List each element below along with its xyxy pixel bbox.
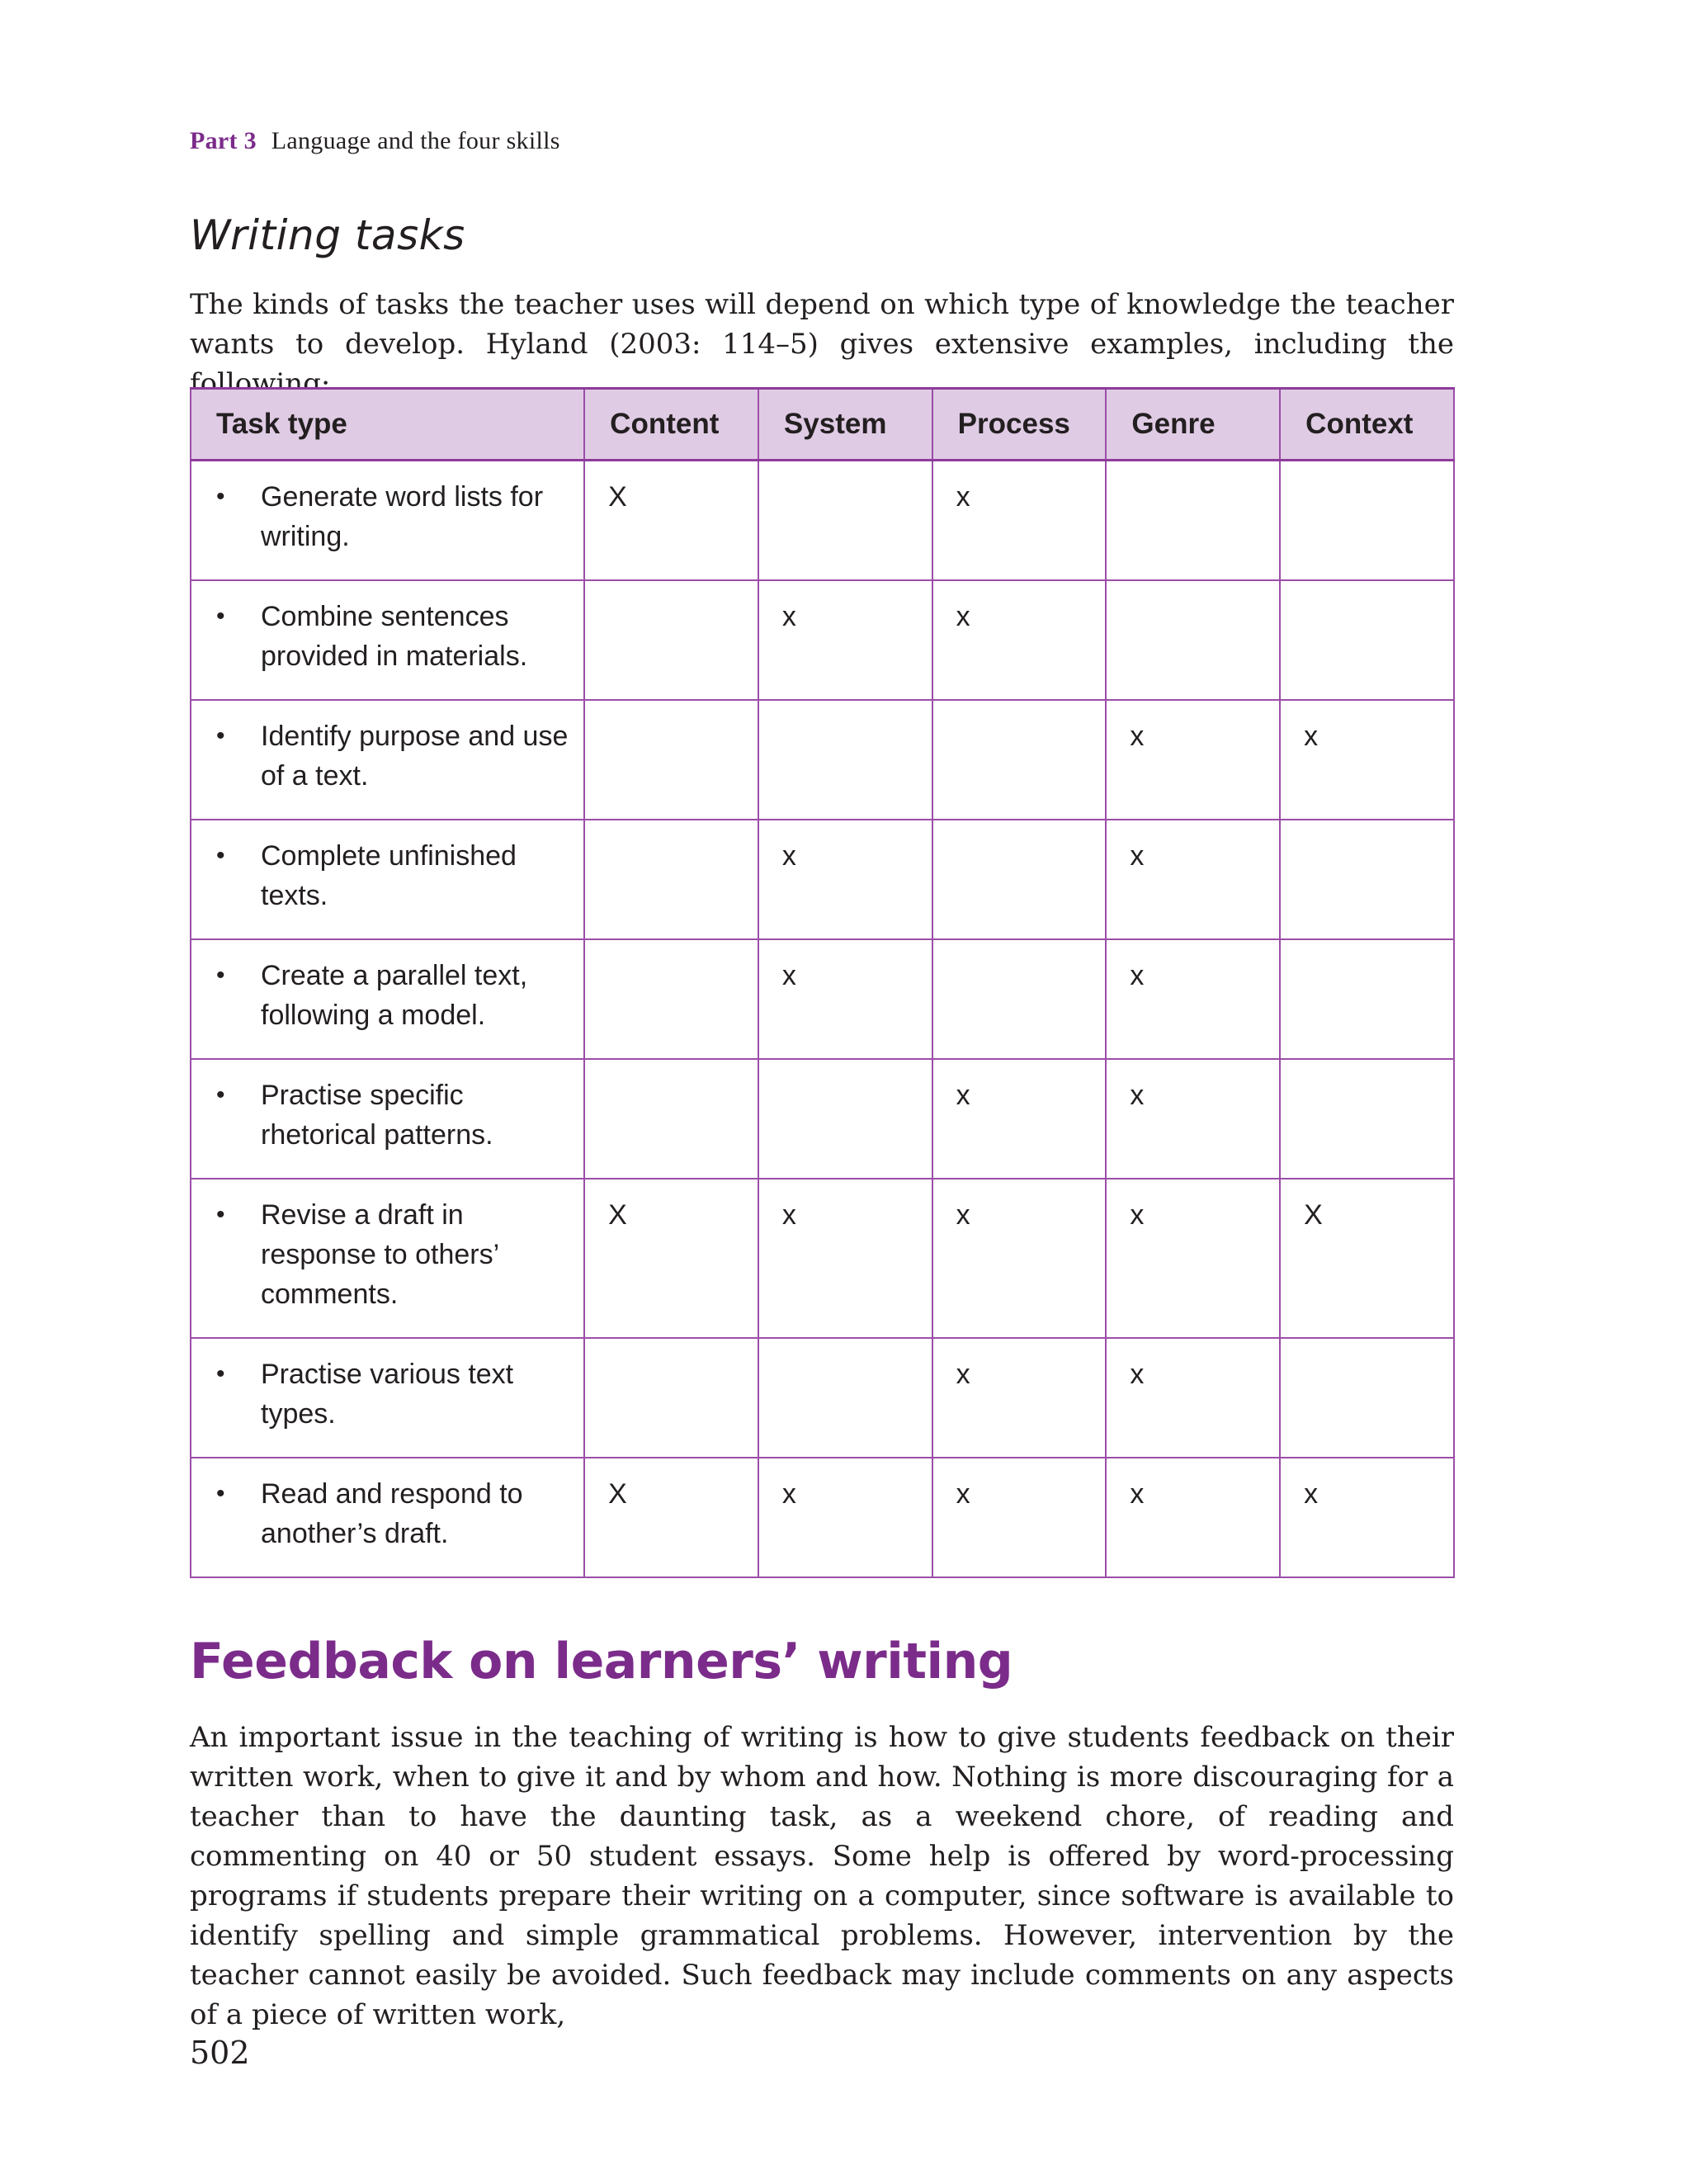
mark-cell-content <box>584 1338 758 1458</box>
mark-cell-content <box>584 939 758 1059</box>
table-row <box>191 939 1454 1059</box>
mark-cell-context <box>1280 1338 1454 1458</box>
mark-cell-process <box>932 700 1107 820</box>
mark-cell-system <box>758 700 932 820</box>
mark-cell-content <box>584 820 758 939</box>
mark-cell-genre <box>1106 1458 1280 1577</box>
task-cell <box>191 820 584 939</box>
page-number: 502 <box>190 2035 250 2071</box>
mark-cell-system <box>758 1179 932 1338</box>
mark-cell-content <box>584 461 758 580</box>
check-mark: x <box>956 1079 970 1111</box>
running-head-title: Language and the four skills <box>271 127 560 154</box>
check-mark: x <box>781 1477 796 1510</box>
mark-cell-system <box>758 1338 932 1458</box>
header-system: System <box>758 389 932 461</box>
mark-cell-genre <box>1106 1179 1280 1338</box>
bullet-marker: • <box>216 1200 225 1228</box>
check-mark: x <box>781 600 796 632</box>
check-mark: X <box>608 1198 627 1231</box>
task-label: Practise specific rhetorical patterns. <box>261 1079 493 1151</box>
task-label: Create a parallel text, following a model. <box>261 959 528 1031</box>
bullet-marker: • <box>216 1080 225 1109</box>
bullet-marker: • <box>216 1479 225 1507</box>
check-mark: x <box>1130 839 1145 872</box>
task-cell <box>191 461 584 580</box>
table-row <box>191 461 1454 580</box>
check-mark: X <box>608 1477 627 1510</box>
mark-cell-context <box>1280 461 1454 580</box>
mark-cell-context <box>1280 580 1454 700</box>
mark-cell-content <box>584 580 758 700</box>
task-table <box>190 387 1455 1578</box>
mark-cell-system <box>758 461 932 580</box>
check-mark: x <box>956 481 970 513</box>
section-title: Writing tasks <box>190 211 465 259</box>
check-mark: x <box>781 839 796 872</box>
task-label: Revise a draft in response to others’ comments. <box>261 1198 498 1310</box>
table-row <box>191 1059 1454 1179</box>
feedback-paragraph: An important issue in the teaching of writing is how to give students feedback on their written work, when to give it and by whom and how. Nothing is more discouraging for a teacher than to have the daunting task, as a weekend chore, of reading and commenting on 40 or 50 student essays. Some help is offered by word-processing programs if students prepare their writing on a computer, since software is available to identify spelling and simple grammatical problems. However, intervention by the teacher cannot easily be avoided. Such feedback may include comments on any aspects of a piece of written work, <box>190 1721 1454 2031</box>
task-label: Generate word lists for writing. <box>261 481 544 552</box>
mark-cell-genre <box>1106 939 1280 1059</box>
mark-cell-content <box>584 1179 758 1338</box>
mark-cell-process <box>932 820 1107 939</box>
task-cell <box>191 1059 584 1179</box>
table-row <box>191 1458 1454 1577</box>
check-mark: X <box>1304 1198 1323 1231</box>
intro-paragraph: The kinds of tasks the teacher uses will depend on which type of knowledge the teacher wants to develop. Hyland (2003: 114–5) gives extensive examples, including the following: <box>190 288 1454 400</box>
check-mark: x <box>956 1198 970 1231</box>
task-cell <box>191 700 584 820</box>
check-mark: x <box>1130 1358 1145 1390</box>
check-mark: x <box>781 959 796 991</box>
bullet-marker: • <box>216 961 225 989</box>
mark-cell-process <box>932 461 1107 580</box>
mark-cell-context <box>1280 820 1454 939</box>
mark-cell-process <box>932 1458 1107 1577</box>
running-head <box>190 127 560 155</box>
task-cell <box>191 939 584 1059</box>
bullet-marker: • <box>216 841 225 869</box>
bullet-marker: • <box>216 483 225 510</box>
mark-cell-genre <box>1106 580 1280 700</box>
mark-cell-process <box>932 1179 1107 1338</box>
mark-cell-context <box>1280 1179 1454 1338</box>
mark-cell-context <box>1280 1458 1454 1577</box>
check-mark: x <box>1130 1079 1145 1111</box>
header-context: Context <box>1280 389 1454 461</box>
task-label: Practise various text types. <box>261 1358 514 1430</box>
table-header-row <box>191 389 1454 461</box>
task-cell <box>191 1179 584 1338</box>
table-row <box>191 580 1454 700</box>
check-mark: X <box>608 481 627 513</box>
check-mark: x <box>781 1198 796 1231</box>
header-content: Content <box>584 389 758 461</box>
table-row <box>191 700 1454 820</box>
mark-cell-genre <box>1106 461 1280 580</box>
mark-cell-context <box>1280 700 1454 820</box>
task-cell <box>191 1458 584 1577</box>
check-mark: x <box>1130 1198 1145 1231</box>
mark-cell-process <box>932 1338 1107 1458</box>
header-process: Process <box>932 389 1107 461</box>
table-row <box>191 1338 1454 1458</box>
task-label: Read and respond to another’s draft. <box>261 1477 523 1549</box>
running-head-part: Part 3 <box>190 127 257 154</box>
mark-cell-context <box>1280 1059 1454 1179</box>
mark-cell-process <box>932 1059 1107 1179</box>
task-cell <box>191 1338 584 1458</box>
mark-cell-genre <box>1106 1059 1280 1179</box>
mark-cell-system <box>758 580 932 700</box>
header-genre: Genre <box>1106 389 1280 461</box>
bullet-marker: • <box>216 1359 225 1387</box>
mark-cell-genre <box>1106 700 1280 820</box>
check-mark: x <box>956 600 970 632</box>
check-mark: x <box>1304 1477 1319 1510</box>
table-row <box>191 820 1454 939</box>
mark-cell-content <box>584 700 758 820</box>
mark-cell-genre <box>1106 820 1280 939</box>
mark-cell-genre <box>1106 1338 1280 1458</box>
check-mark: x <box>1130 720 1145 752</box>
task-cell <box>191 580 584 700</box>
feedback-heading: Feedback on learners’ writing <box>190 1633 1013 1690</box>
mark-cell-content <box>584 1059 758 1179</box>
mark-cell-context <box>1280 939 1454 1059</box>
task-label: Identify purpose and use of a text. <box>261 720 569 792</box>
mark-cell-system <box>758 939 932 1059</box>
mark-cell-system <box>758 1458 932 1577</box>
check-mark: x <box>1130 1477 1145 1510</box>
mark-cell-system <box>758 820 932 939</box>
mark-cell-content <box>584 1458 758 1577</box>
task-label: Complete unfinished texts. <box>261 839 517 911</box>
header-task-type: Task type <box>191 389 584 461</box>
bullet-marker: • <box>216 721 225 749</box>
check-mark: x <box>956 1358 970 1390</box>
table-row <box>191 1179 1454 1338</box>
mark-cell-process <box>932 580 1107 700</box>
check-mark: x <box>956 1477 970 1510</box>
task-label: Combine sentences provided in materials. <box>261 600 528 672</box>
mark-cell-process <box>932 939 1107 1059</box>
check-mark: x <box>1130 959 1145 991</box>
bullet-marker: • <box>216 602 225 630</box>
mark-cell-system <box>758 1059 932 1179</box>
check-mark: x <box>1304 720 1319 752</box>
